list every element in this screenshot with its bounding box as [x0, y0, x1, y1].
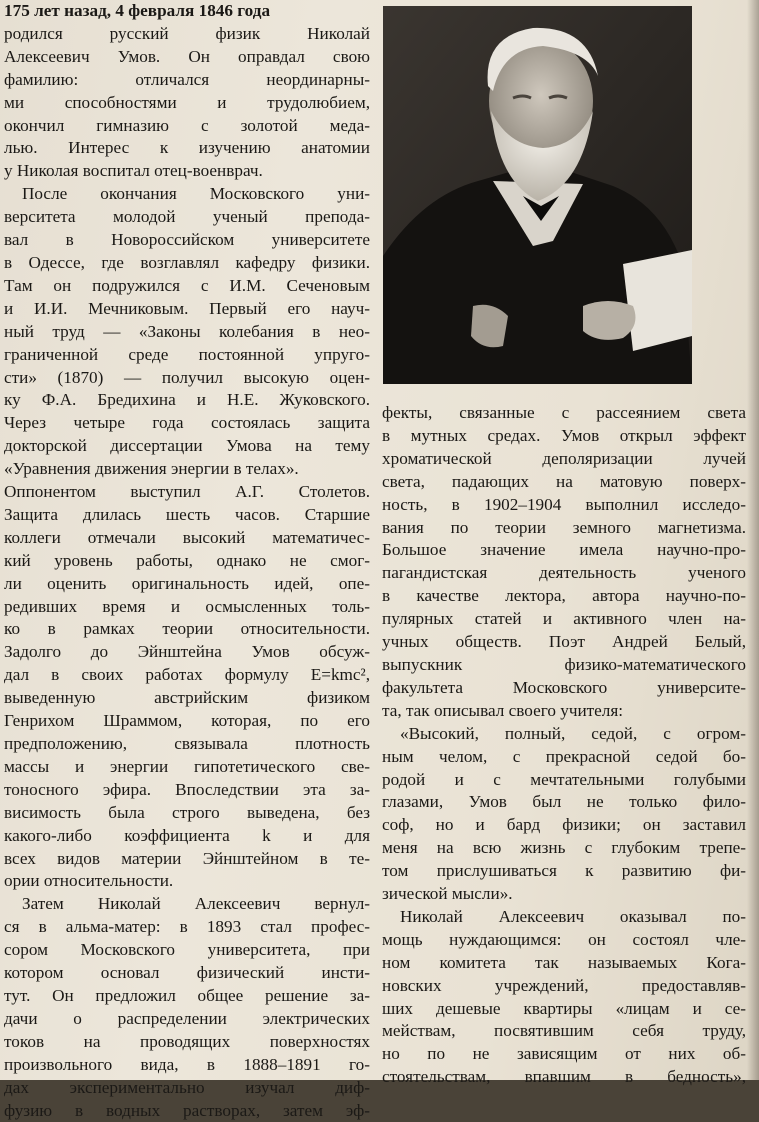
- text-line: ми способностями и трудолюбием,: [4, 92, 370, 115]
- text-line: дачи о распределении электрических: [4, 1008, 370, 1031]
- page-edge-shadow: [747, 0, 759, 1080]
- text-line: [4, 0, 370, 23]
- text-line: в мутных средах. Умов открыл эффект: [382, 425, 746, 448]
- text-line: предположению, связывала плотность: [4, 733, 370, 756]
- text-line: пагандистская деятельность ученого: [382, 562, 746, 585]
- text-line: в качестве лектора, автора научно-по-: [382, 585, 746, 608]
- text-line: и И.И. Мечниковым. Первый его науч-: [4, 298, 370, 321]
- text-line: ный труд — «Законы колебания в нео-: [4, 321, 370, 344]
- text-line: выведенную австрийским физиком: [4, 687, 370, 710]
- text-line: но по не зависящим от них об-: [382, 1043, 746, 1066]
- text-line: родился русский физик Николай: [4, 23, 370, 46]
- text-line: «Высокий, полный, седой, с огром-: [382, 723, 746, 746]
- text-line: граниченной среде постоянной упруго-: [4, 344, 370, 367]
- text-line: фамилию: отличался неординарны-: [4, 69, 370, 92]
- text-line: Алексеевич Умов. Он оправдал свою: [4, 46, 370, 69]
- text-line: мействам, посвятившим себя труду,: [382, 1020, 746, 1043]
- text-line: «Уравнения движения энергии в телах».: [4, 458, 370, 481]
- text-line: пулярных статей и активного член на-: [382, 608, 746, 631]
- text-line: токов на проводящих поверхностях: [4, 1031, 370, 1054]
- text-line: Защита длилась шесть часов. Старшие: [4, 504, 370, 527]
- text-line: Большое значение имела научно-про-: [382, 539, 746, 562]
- text-line: коллеги отмечали высокий математичес-: [4, 527, 370, 550]
- text-line: После окончания Московского уни-: [4, 183, 370, 206]
- text-line: хроматической деполяризации лучей: [382, 448, 746, 471]
- text-line: редивших время и осмысленных толь-: [4, 596, 370, 619]
- text-line: соф, но и бард физики; он заставил: [382, 814, 746, 837]
- text-line: всех видов материи Эйнштейном в те-: [4, 848, 370, 871]
- text-line: вал в Новороссийском университете: [4, 229, 370, 252]
- text-line: света, падающих на матовую поверх-: [382, 471, 746, 494]
- text-line: учных обществ. Поэт Андрей Белый,: [382, 631, 746, 654]
- text-line: Через четыре года состоялась защита: [4, 412, 370, 435]
- text-line: висимость была строго выведена, без: [4, 802, 370, 825]
- text-line: зической мысли».: [382, 883, 746, 906]
- text-line: котором основал физический инсти-: [4, 962, 370, 985]
- text-line: Генрихом Шраммом, которая, по его: [4, 710, 370, 733]
- text-line: новских учреждений, предоставляв-: [382, 975, 746, 998]
- text-line: выпускник физико-математического: [382, 654, 746, 677]
- text-line: дал в своих работах формулу E=kmc²,: [4, 664, 370, 687]
- text-line: дах экспериментально изучал диф-: [4, 1077, 370, 1100]
- text-line: Оппонентом выступил А.Г. Столетов.: [4, 481, 370, 504]
- text-line: та, так описывал своего учителя:: [382, 700, 746, 723]
- right-text-column: [382, 402, 746, 1089]
- text-line: мощь нуждающимся: он состоял чле-: [382, 929, 746, 952]
- text-line: ли оценить оригинальность идей, опе-: [4, 573, 370, 596]
- text-line: ории относительности.: [4, 870, 370, 893]
- text-line: ным челом, с прекрасной седой бо-: [382, 746, 746, 769]
- text-line: массы и энергии гипотетического све-: [4, 756, 370, 779]
- date-lead: 175 лет назад, 4 февраля 1846 года: [4, 1, 270, 20]
- text-line: кий уровень работы, однако не смог-: [4, 550, 370, 573]
- text-line: у Николая воспитал отец-военврач.: [4, 160, 370, 183]
- text-line: Затем Николай Алексеевич вернул-: [4, 893, 370, 916]
- text-line: ко в рамках теории относительности.: [4, 618, 370, 641]
- text-line: ном комитета так называемых Кога-: [382, 952, 746, 975]
- text-line: произвольного вида, в 1888–1891 го-: [4, 1054, 370, 1077]
- text-line: окончил гимназию с золотой меда-: [4, 115, 370, 138]
- text-line: тут. Он предложил общее решение за-: [4, 985, 370, 1008]
- text-line: фекты, связанные с рассеянием света: [382, 402, 746, 425]
- text-line: в Одессе, где возглавлял кафедру физики.: [4, 252, 370, 275]
- text-line: сти» (1870) — получил высокую оцен-: [4, 367, 370, 390]
- text-line: глазами, Умов был не только фило-: [382, 791, 746, 814]
- portrait-photo-icon: [383, 6, 692, 384]
- text-line: докторской диссертации Умова на тему: [4, 435, 370, 458]
- text-line: Николай Алексеевич оказывал по-: [382, 906, 746, 929]
- text-line: вания по теории земного магнетизма.: [382, 517, 746, 540]
- portrait-photo: [383, 6, 692, 384]
- left-text-column: [4, 0, 370, 1122]
- text-line: Задолго до Эйнштейна Умов обсуж-: [4, 641, 370, 664]
- text-line: ность, в 1902–1904 выполнил исследо-: [382, 494, 746, 517]
- text-line: меня на всю жизнь с глубоким трепе-: [382, 837, 746, 860]
- text-line: факультета Московского университе-: [382, 677, 746, 700]
- text-line: ку Ф.А. Бредихина и Н.Е. Жуковского.: [4, 389, 370, 412]
- text-line: Там он подружился с И.М. Сеченовым: [4, 275, 370, 298]
- text-line: фузию в водных растворах, затем эф-: [4, 1100, 370, 1122]
- text-line: родой и с мечтательными голубыми: [382, 769, 746, 792]
- text-line: верситета молодой ученый препода-: [4, 206, 370, 229]
- text-line: стоятельствам, впавшим в бедность»,: [382, 1066, 746, 1089]
- text-line: лью. Интерес к изучению анатомии: [4, 137, 370, 160]
- text-line: ся в альма-матер: в 1893 стал профес-: [4, 916, 370, 939]
- text-line: какого-либо коэффициента k и для: [4, 825, 370, 848]
- text-line: ших дешевые квартиры «лицам и се-: [382, 998, 746, 1021]
- text-line: сором Московского университета, при: [4, 939, 370, 962]
- text-line: тоносного эфира. Впоследствии эта за-: [4, 779, 370, 802]
- text-line: том прислушиваться к развитию фи-: [382, 860, 746, 883]
